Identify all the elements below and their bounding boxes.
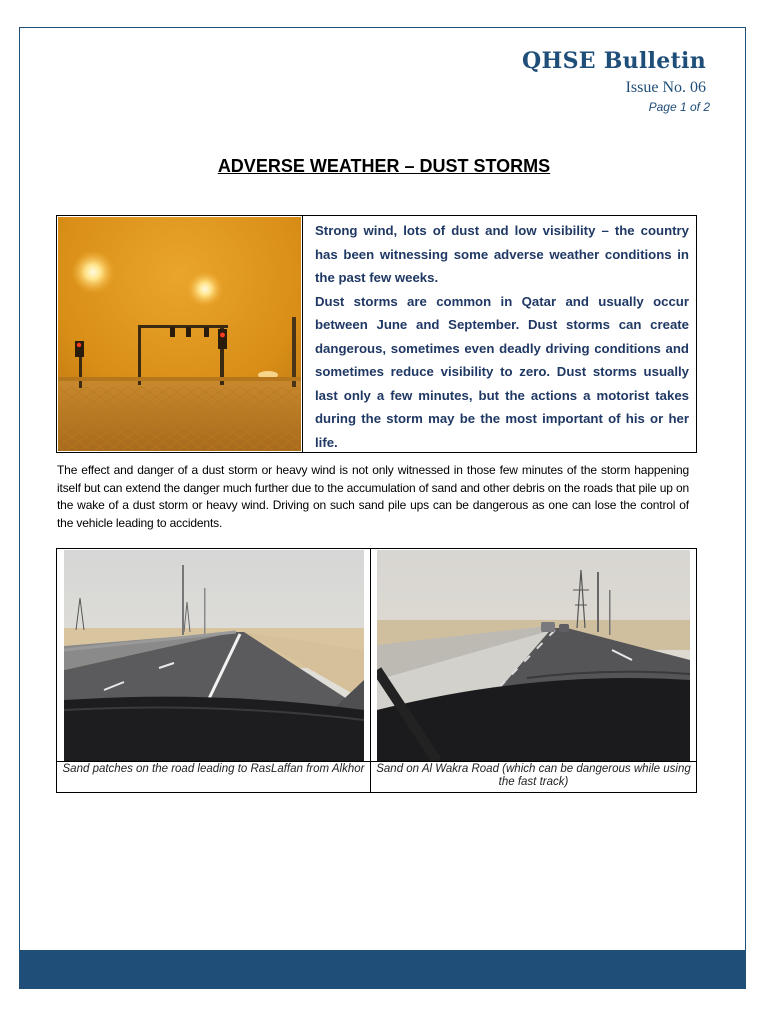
intro-paragraph: Dust storms are common in Qatar and usually occur between June and September. Dust storms can create dangerous, sometimes even deadly driving conditions and sometimes reduce visibility to zero. Dust storms usually last only a few minutes, but the actions a motorist takes during the storm may be the most important of his or her life.	[315, 293, 689, 450]
road-photo-raslaffan	[64, 550, 364, 761]
dust-storm-photo	[58, 217, 301, 451]
road-photo-alwakra	[377, 550, 690, 761]
issue-number: Issue No. 06	[625, 79, 706, 96]
footer-bar	[19, 950, 746, 989]
intro-text	[315, 219, 689, 454]
photo-caption: Sand on Al Wakra Road (which can be dangerous while using the fast track)	[376, 763, 691, 788]
photo-caption: Sand patches on the road leading to RasLaffan from Alkhor	[62, 763, 365, 775]
bulletin-title: QHSE Bulletin	[522, 48, 706, 74]
intro-divider	[302, 216, 303, 452]
intro-box	[56, 215, 697, 453]
photo-table	[56, 548, 697, 793]
table-divider	[370, 549, 371, 792]
intro-paragraph: Strong wind, lots of dust and low visibility – the country has been witnessing some adverse weather conditions in the past few weeks.	[315, 223, 689, 285]
body-paragraph: The effect and danger of a dust storm or heavy wind is not only witnessed in those few minutes of the storm happening itself but can extend the danger much further due to the accumulation of sand and other debris on the roads that pile up on the wake of a dust storm or heavy wind. Driving on such sand pile ups can be dangerous as one can lose the control of the vehicle leading to accidents.	[57, 463, 689, 530]
table-divider	[57, 761, 696, 762]
article-heading: ADVERSE WEATHER – DUST STORMS	[217, 156, 551, 176]
page-number: Page 1 of 2	[648, 100, 710, 114]
